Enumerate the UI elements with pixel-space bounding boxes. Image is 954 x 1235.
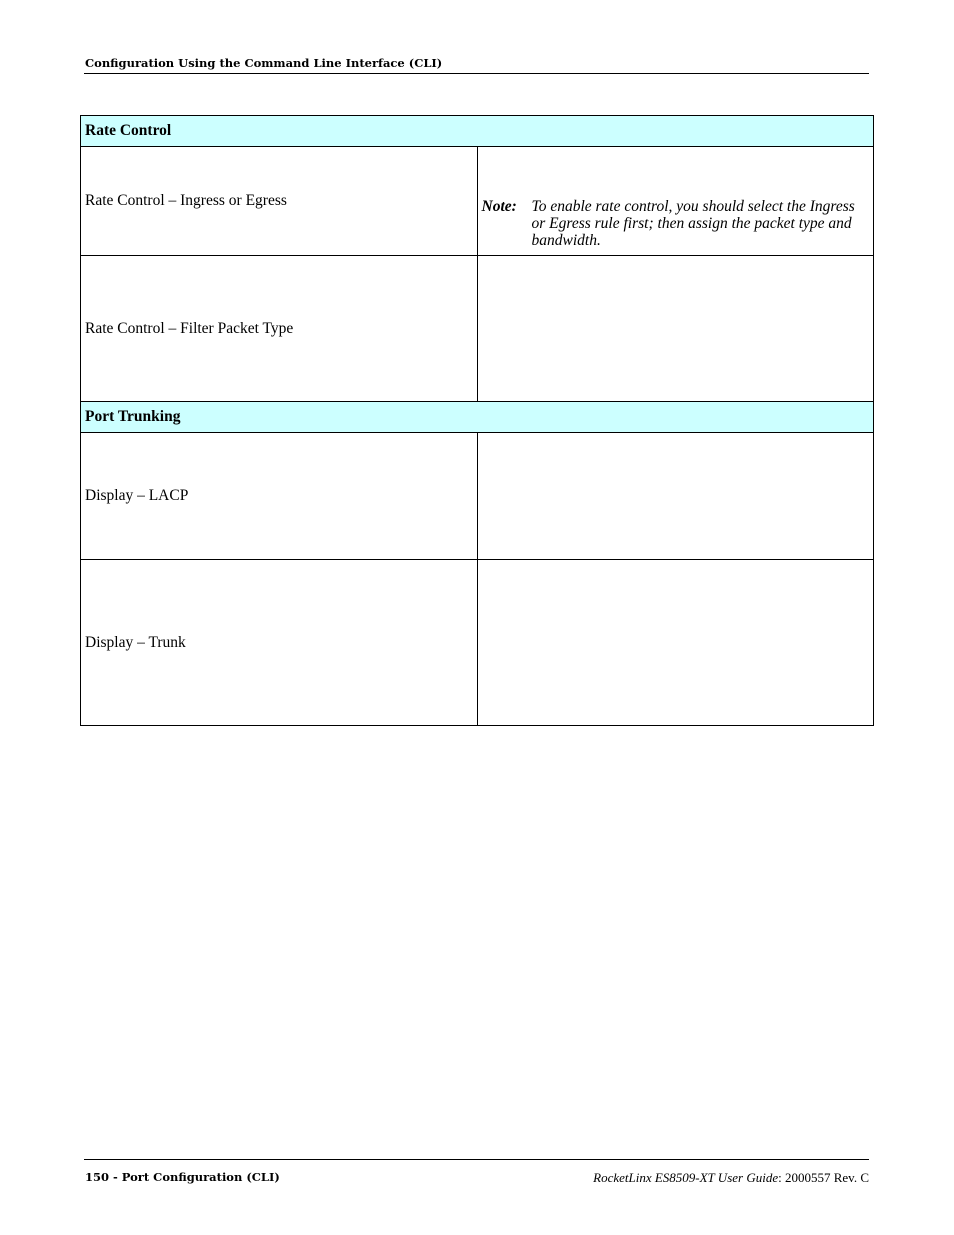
footer-guide-title: RocketLinx ES8509-XT User Guide xyxy=(593,1170,779,1185)
cli-config-table xyxy=(80,115,874,726)
row-label: Rate Control – Ingress or Egress xyxy=(81,147,478,256)
footer-page-label: 150 - Port Configuration (CLI) xyxy=(85,1170,280,1184)
section-row-port-trunking xyxy=(81,402,874,433)
table-row xyxy=(81,560,874,726)
footer-doc-info xyxy=(593,1170,869,1186)
header-divider xyxy=(84,73,869,74)
footer-revision: : 2000557 Rev. C xyxy=(778,1170,869,1185)
row-label: Display – Trunk xyxy=(81,560,478,726)
row-description xyxy=(477,147,874,256)
page-header-title: Configuration Using the Command Line Interface (CLI) xyxy=(85,56,443,70)
note-text: To enable rate control, you should select the Ingress or Egress rule first; then assign the packet type and bandwidth. xyxy=(531,198,855,249)
row-label: Rate Control – Filter Packet Type xyxy=(81,256,478,402)
row-label: Display – LACP xyxy=(81,433,478,560)
section-row-rate-control xyxy=(81,116,874,147)
section-title: Rate Control xyxy=(81,116,874,147)
footer-divider xyxy=(84,1159,869,1160)
row-description xyxy=(477,256,874,402)
note xyxy=(482,198,866,249)
note-label: Note: xyxy=(481,198,517,215)
table-row xyxy=(81,256,874,402)
row-description xyxy=(477,433,874,560)
table-row xyxy=(81,433,874,560)
section-title: Port Trunking xyxy=(81,402,874,433)
row-description xyxy=(477,560,874,726)
table-row xyxy=(81,147,874,256)
